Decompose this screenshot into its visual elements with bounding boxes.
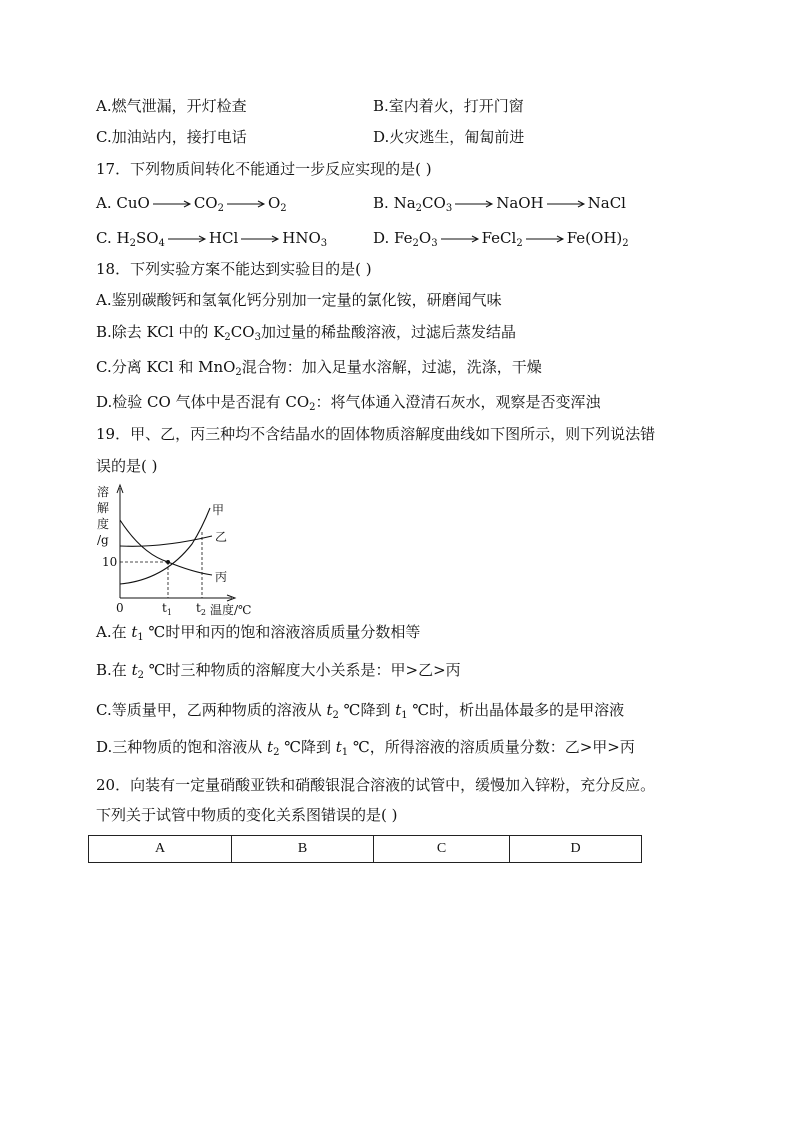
text: D.三种物质的饱和溶液从 [96,738,268,756]
t-symbol: t [335,738,342,756]
table-header-d: D [510,836,642,863]
formula: NaCl [587,194,626,212]
subscript: 2 [280,203,287,214]
t-symbol: t [395,701,402,719]
formula: O [267,194,281,212]
subscript: 1 [401,710,408,721]
q18-option-d [96,392,601,418]
y-tick-10: 10 [102,555,118,569]
formula: O [418,229,432,247]
q18-option-c [96,357,542,383]
formula: CO [422,194,446,212]
t-symbol: t [162,601,167,615]
option-label: C. [96,229,112,247]
formula: CO [193,194,218,212]
x-tick-t1 [162,601,172,616]
formula: H [116,229,130,247]
origin-label: 0 [116,601,124,615]
q20-options-table [88,835,642,863]
q18-option-a: A.鉴别碳酸钙和氢氧化钙分别加一定量的氯化铵，研磨闻气味 [96,291,502,309]
reaction-arrow-icon [454,194,494,214]
intersection-point [166,560,170,564]
q16-option-b: B.室内着火，打开门窗 [373,97,524,115]
table-header-a: A [89,836,232,863]
subscript: 2 [224,332,231,343]
subscript: 1 [341,747,349,758]
formula: K [213,323,225,341]
curve-label-bing: 丙 [215,570,228,584]
reaction-arrow-icon [167,229,207,249]
subscript: 2 [332,710,339,721]
t-symbol: t [131,661,138,679]
subscript: 2 [129,238,136,249]
text: ℃，所得溶液的溶质质量分数：乙>甲>丙 [348,738,635,756]
subscript: 2 [309,402,316,413]
table-header-c: C [374,836,510,863]
reaction-arrow-icon [226,194,266,214]
formula: CO [230,323,255,341]
t-symbol: t [326,701,333,719]
t-subscript: 1 [166,608,172,616]
q17-stem: 17．下列物质间转化不能通过一步反应实现的是( ) [96,160,432,178]
text: ℃时三种物质的溶解度大小关系是：甲>乙>丙 [143,661,461,679]
t-symbol: t [131,623,138,641]
formula: NaOH [496,194,544,212]
q17-option-a [96,193,287,219]
q19-option-a [96,622,420,648]
text: C.分离 KCl 和 [96,358,199,376]
y-label-char-1: 溶 [97,485,110,499]
solubility-curve-diagram [92,480,272,616]
option-label: A. [96,194,112,212]
text: ℃降到 [338,701,396,719]
x-axis-label: 温度/℃ [210,603,252,616]
t-subscript: 2 [200,608,206,616]
subscript: 3 [254,332,261,343]
q20-stem-line1: 20．向装有一定量硝酸亚铁和硝酸银混合溶液的试管中，缓慢加入锌粉，充分反应。 [96,776,656,794]
reaction-arrow-icon [546,194,586,214]
y-label-char-3: 度 [97,517,110,531]
option-label: D. [373,229,390,247]
formula: MnO [198,358,236,376]
subscript: 4 [158,238,165,249]
y-label-char-2: 解 [97,501,110,515]
reaction-arrow-icon [440,229,480,249]
formula: SO [135,229,159,247]
text: D.检验 CO 气体中是否混有 [96,393,286,411]
q19-stem-line1: 19．甲、乙，丙三种均不含结晶水的固体物质溶解度曲线如下图所示，则下列说法错 [96,425,656,443]
q17-option-d [373,228,629,254]
subscript: 3 [431,238,438,249]
text: A.在 [96,623,132,641]
q19-stem-line2: 误的是( ) [96,457,158,475]
t-symbol: t [267,738,274,756]
subscript: 2 [217,203,224,214]
q16-option-c: C.加油站内，接打电话 [96,128,247,146]
text: B.除去 KCl 中的 [96,323,214,341]
subscript: 2 [622,238,629,249]
text: ℃时甲和丙的饱和溶液溶质质量分数相等 [143,623,421,641]
formula: HNO [282,229,321,247]
table-row [89,836,642,863]
formula: Na [393,194,416,212]
q17-option-c [96,228,327,254]
q19-option-c [96,700,624,726]
y-label-char-4: /g [97,533,109,547]
formula: FeCl [481,229,517,247]
reaction-arrow-icon [152,194,192,214]
curve-bing [120,520,212,575]
q16-option-a: A.燃气泄漏，开灯检查 [96,97,247,115]
x-tick-t2 [196,601,206,616]
text: ℃降到 [279,738,336,756]
subscript: 2 [516,238,523,249]
formula: HCl [208,229,239,247]
q20-stem-line2: 下列关于试管中物质的变化关系图错误的是( ) [96,806,398,824]
formula: CO [285,393,310,411]
subscript: 2 [415,203,423,214]
subscript: 2 [273,747,280,758]
text: 加过量的稀盐酸溶液，过滤后蒸发结晶 [260,323,516,341]
q18-stem: 18．下列实验方案不能达到实验目的是( ) [96,260,372,278]
text: ℃时，析出晶体最多的是甲溶液 [407,701,625,719]
text: 混合物：加入足量水溶解，过滤，洗涤，干燥 [241,358,542,376]
reaction-arrow-icon [240,229,280,249]
subscript: 2 [137,670,144,681]
subscript: 1 [137,632,144,643]
formula: Fe(OH) [566,229,623,247]
q19-option-b [96,660,461,686]
curve-label-jia: 甲 [212,503,225,517]
text: C.等质量甲，乙两种物质的溶液从 [96,701,327,719]
q17-option-b [373,193,626,219]
t-symbol: t [196,601,201,615]
curve-label-yi: 乙 [215,530,228,544]
q16-option-d: D.火灾逃生，匍匐前进 [373,128,525,146]
text: B.在 [96,661,132,679]
table-header-b: B [232,836,374,863]
option-label: B. [373,194,389,212]
q18-option-b [96,322,516,348]
subscript: 2 [235,367,242,378]
subscript: 3 [320,238,328,249]
formula: Fe [394,229,413,247]
text: ：将气体通入澄清石灰水，观察是否变浑浊 [315,393,601,411]
formula: CuO [116,194,150,212]
q19-option-d [96,737,635,763]
subscript: 2 [412,238,419,249]
reaction-arrow-icon [525,229,565,249]
subscript: 3 [445,203,453,214]
